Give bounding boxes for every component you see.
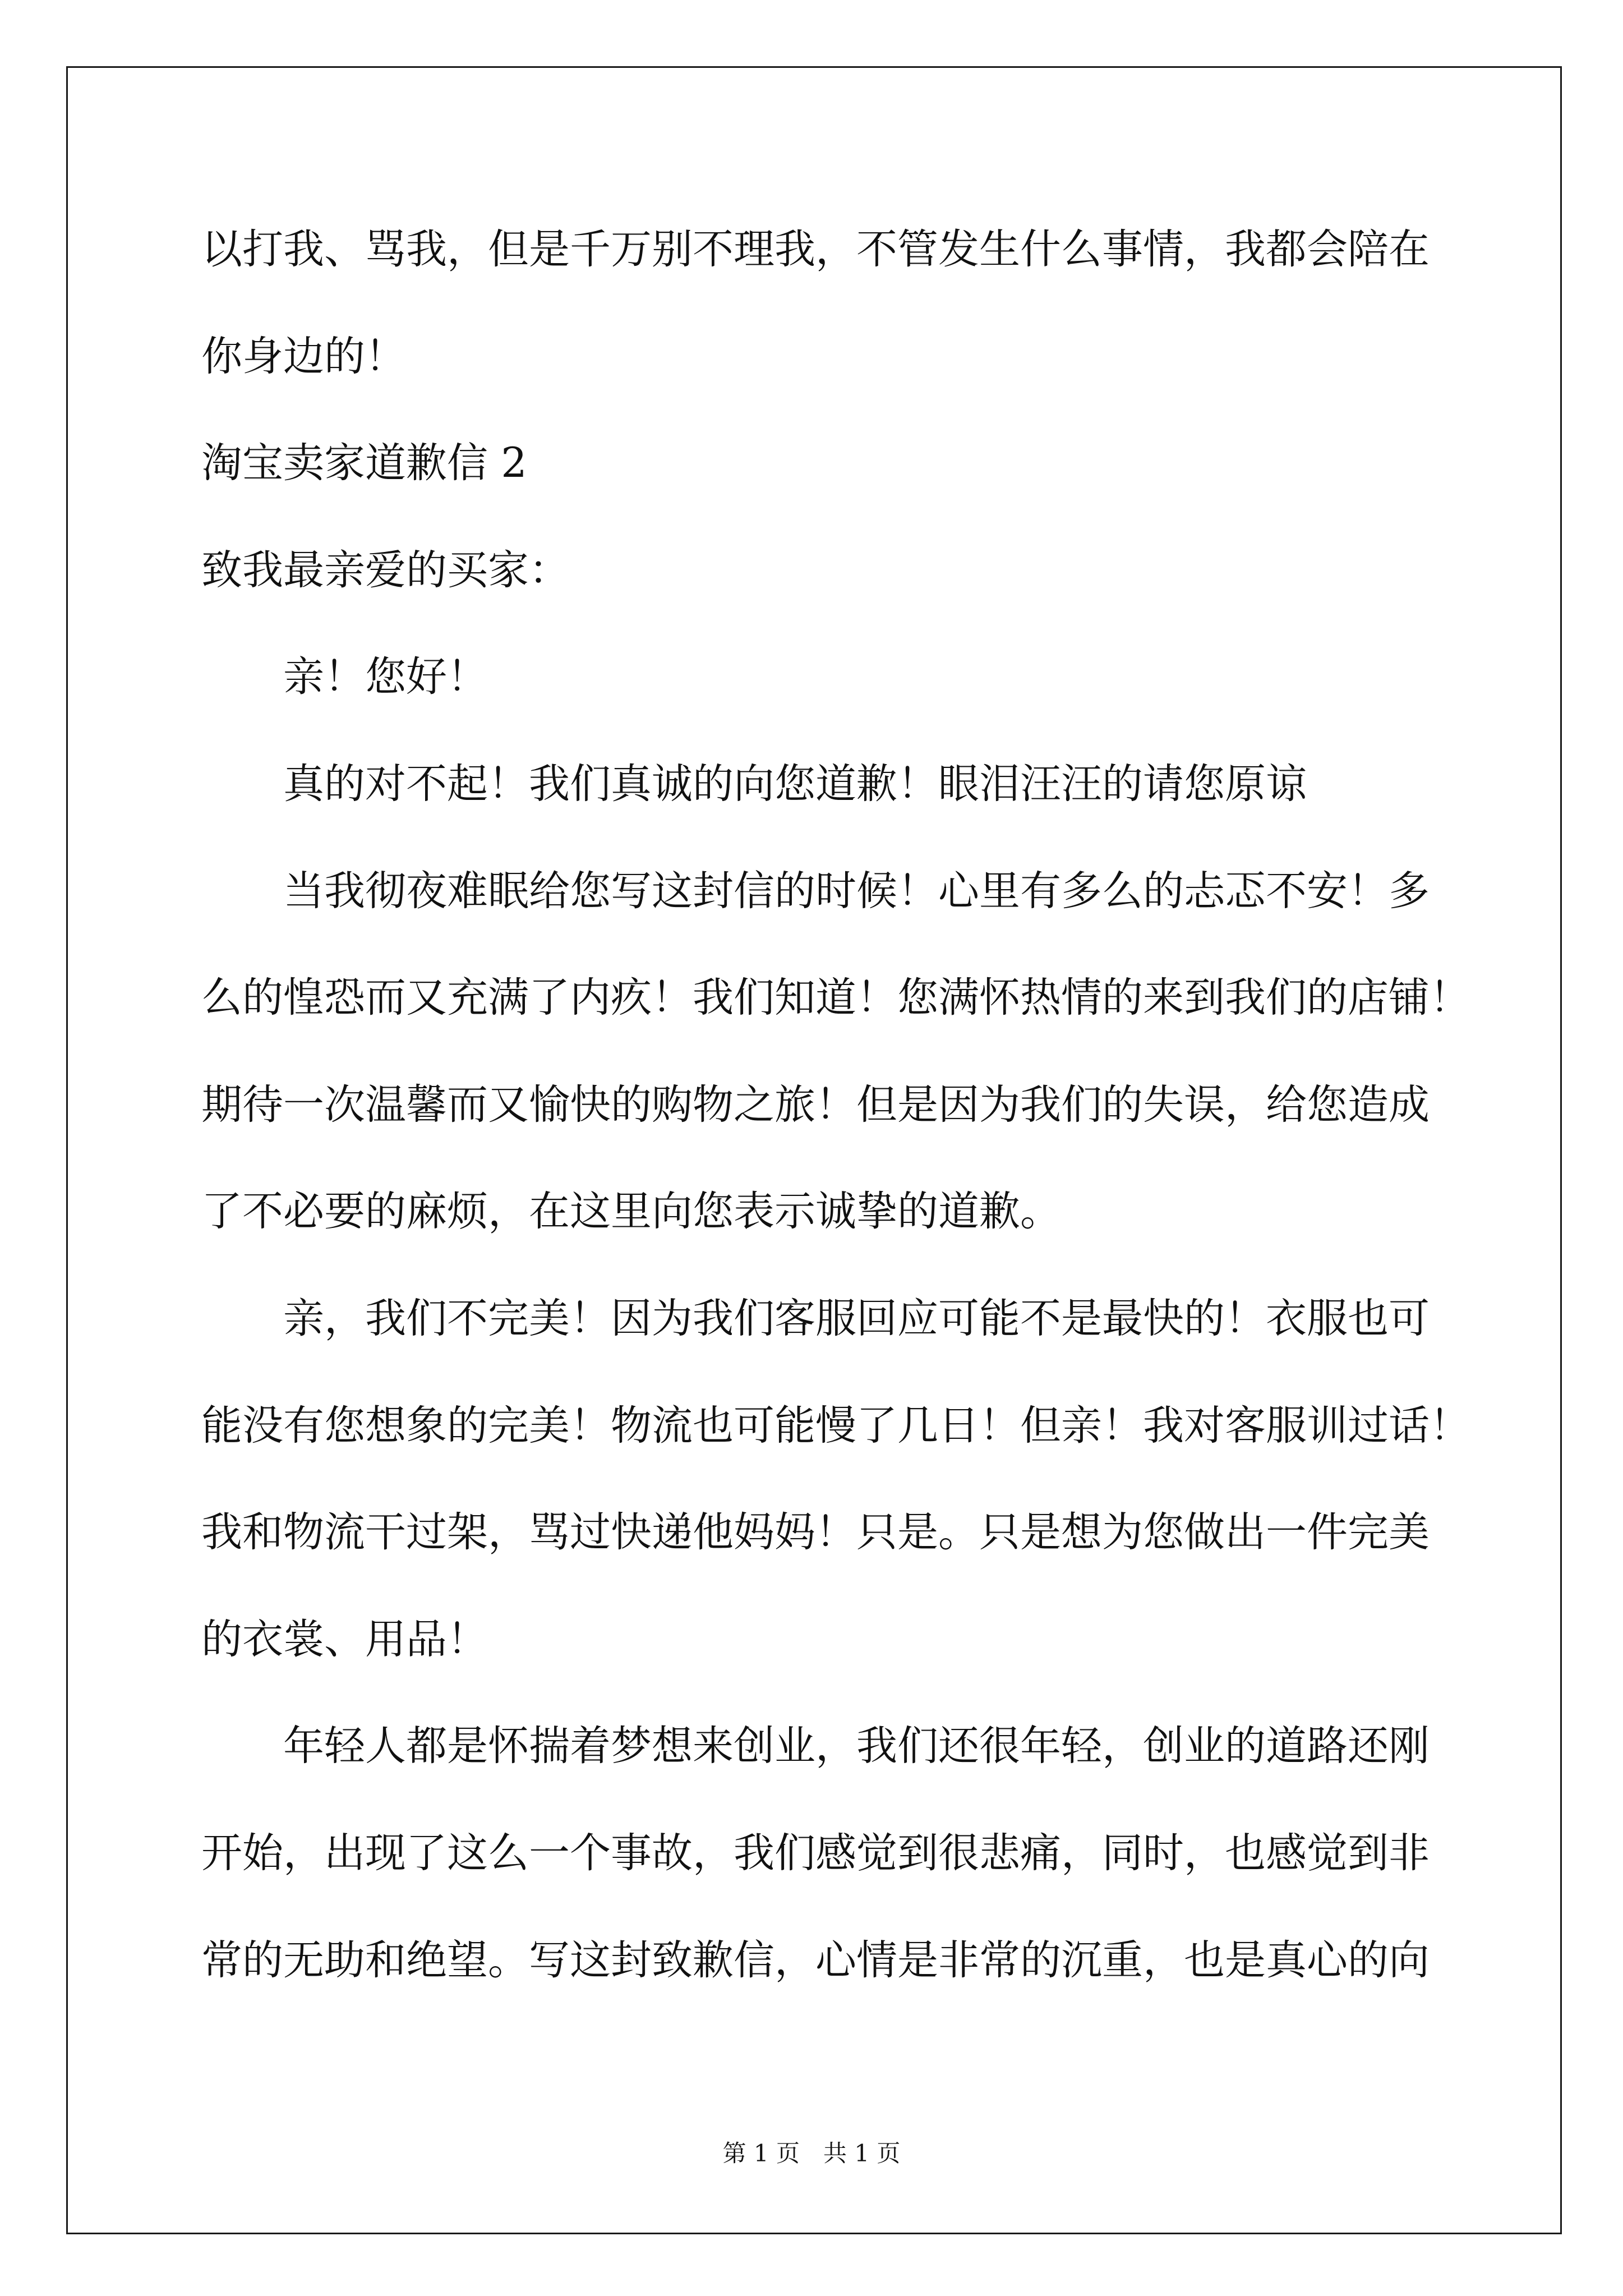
letter-title — [201, 410, 1547, 517]
text-line: 常的无助和绝望。写这封致歉信，心情是非常的沉重，也是真心的向 — [201, 1936, 1430, 1984]
text-line: 以打我、骂我，但是千万别不理我，不管发生什么事情，我都会陪在 — [201, 226, 1430, 273]
salutation — [201, 517, 1547, 624]
text-line: 年轻人都是怀揣着梦想来创业，我们还很年轻，创业的道路还刚 — [283, 1722, 1430, 1770]
text-line: 你身边的！ — [201, 332, 406, 380]
text-line: 能没有您想象的完美！物流也可能慢了几日！但亲！我对客服训过话！ — [201, 1401, 1470, 1450]
text-line: 致我最亲爱的买家： — [201, 546, 570, 594]
greeting — [201, 624, 1547, 731]
paragraph-continuation — [201, 196, 1547, 410]
text-line: 亲！您好！ — [283, 653, 488, 701]
text-line: 亲，我们不完美！因为我们客服回应可能不是最快的！衣服也可 — [283, 1294, 1430, 1342]
text-line: 期待一次温馨而又愉快的购物之旅！但是因为我们的失误，给您造成 — [201, 1080, 1430, 1129]
text-line: 开始，出现了这么一个事故，我们感觉到很悲痛，同时，也感觉到非 — [201, 1829, 1430, 1877]
text-line: 我和物流干过架，骂过快递他妈妈！只是。只是想为您做出一件完美 — [201, 1508, 1430, 1557]
text-line: 么的惶恐而又充满了内疚！我们知道！您满怀热情的来到我们的店铺！ — [201, 974, 1470, 1022]
paragraph — [201, 1693, 1547, 2014]
text-line: 的衣裳、用品！ — [201, 1615, 488, 1663]
document-body — [201, 196, 1547, 2014]
text-line: 当我彻夜难眠给您写这封信的时候！心里有多么的忐忑不安！多 — [283, 867, 1430, 915]
paragraph — [201, 838, 1547, 1266]
text-line: 淘宝卖家道歉信 2 — [201, 439, 527, 487]
text-line: 真的对不起！我们真诚的向您道歉！眼泪汪汪的请您原谅 — [283, 760, 1307, 808]
page-number-footer: 第 1 页 共 1 页 — [722, 2139, 901, 2167]
paragraph — [201, 1266, 1547, 1693]
text-line: 了不必要的麻烦，在这里向您表示诚挚的道歉。 — [201, 1188, 1061, 1236]
paragraph — [201, 731, 1547, 838]
